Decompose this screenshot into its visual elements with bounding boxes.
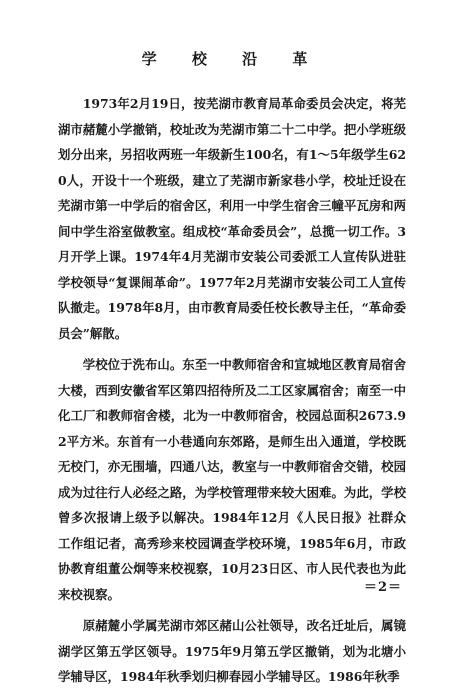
paragraph-school-location: 学校位于洗布山。东至一中教师宿舍和宣城地区教育局宿舍大楼，西到安徽省军区第四招待所及二工区家属宿舍；南至一中化工厂和教师宿舍楼，北为一中教师宿舍，校园总面积2673.92平方米。东首有一小巷通向东郊路，是师生出入通道，学校既无校门，亦无围墙，四通八达，教室与一中教师宿舍交错，校园成为过往行人必经之路，为学校管理带来较大困难。为此，学校曾多次报请上级予以解决。1984年12月《人民日报》社群众工作组记者，高秀珍来校园调查学校环境，1985年6月，市政协教育组董公炯等来校视察，10月23日区、市人民代表也为此来校视察。 <box>58 357 406 602</box>
document-title: 学 校 沿 革 <box>141 50 323 68</box>
page-number: ＝2＝ <box>363 580 402 595</box>
paragraph-founding-history: 1973年2月19日，按芜湖市教育局革命委员会决定，将芜湖市赭麓小学撤销，校址改为芜湖市第二十二中学。把小学班级划分出来，另招收两班一年级新生100名，有1～5年级学生620人，开设十一个班级，建立了芜湖市新家巷小学，校址迁设在芜湖市第一中学后的宿舍区，利用一中学生宿舍三幢平瓦房和两间中学生浴室做教室。组成校“革命委员会”，总揽一切工作。3月开学上课。1974年4月芜湖市安装公司委派工人宣传队进驻学校领导“复课闹革命”。1977年2月芜湖市安装公司工人宣传队撤走。1978年8月，由市教育局委任校长教导主任，“革命委员会”解散。 <box>58 96 406 341</box>
paragraph-administration: 原赭麓小学属芜湖市郊区赭山公社领导，改名迁址后，属镜湖学区第五学区领导。1975年9月第五学区撤销，划为北塘小学辅导区，1984年秋季划归柳春园小学辅导区。1986年秋季 <box>58 618 406 684</box>
